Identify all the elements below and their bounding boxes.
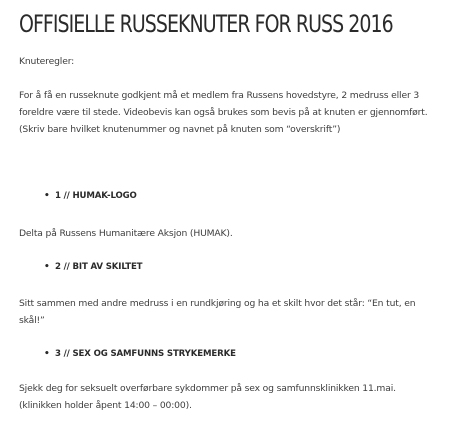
knot-heading-text: 3 // SEX OG SAMFUNNS STRYKEMERKE bbox=[55, 349, 236, 359]
knot-description-1: Delta på Russens Humanitære Aksjon (HUMAK). bbox=[19, 228, 233, 239]
bullet-icon: • bbox=[44, 262, 50, 272]
knot-description-3-line-2: (klinikken holder åpent 14:00 – 00:00). bbox=[19, 400, 192, 411]
rules-text-line-1: For å få en russeknute godkjent må et medlem fra Russens hovedstyre, 2 medruss eller 3 bbox=[19, 90, 420, 101]
rules-text-line-2: foreldre være til stede. Videobevis kan også brukes som bevis på at knuten er gjennomført. bbox=[19, 107, 428, 118]
rules-heading: Knuteregler: bbox=[19, 56, 75, 67]
knot-heading-3 bbox=[44, 346, 236, 363]
rules-text-line-3: (Skriv bare hvilket knutenummer og navnet på knuten som “overskrift”) bbox=[19, 124, 341, 135]
knot-heading-text: 1 // HUMAK-LOGO bbox=[55, 191, 137, 201]
page-title: OFFISIELLE RUSSEKNUTER FOR RUSS 2016 bbox=[19, 10, 393, 38]
knot-heading-1 bbox=[44, 188, 137, 205]
knot-description-2-line-2: skål!” bbox=[19, 315, 45, 326]
knot-heading-2 bbox=[44, 259, 142, 276]
knot-description-3-line-1: Sjekk deg for seksuelt overførbare sykdommer på sex og samfunnsklinikken 11.mai. bbox=[19, 383, 396, 394]
knot-description-2-line-1: Sitt sammen med andre medruss i en rundkjøring og ha et skilt hvor det står: “En tut, en bbox=[19, 298, 416, 309]
bullet-icon: • bbox=[44, 349, 50, 359]
bullet-icon: • bbox=[44, 191, 50, 201]
knot-heading-text: 2 // BIT AV SKILTET bbox=[55, 262, 143, 272]
